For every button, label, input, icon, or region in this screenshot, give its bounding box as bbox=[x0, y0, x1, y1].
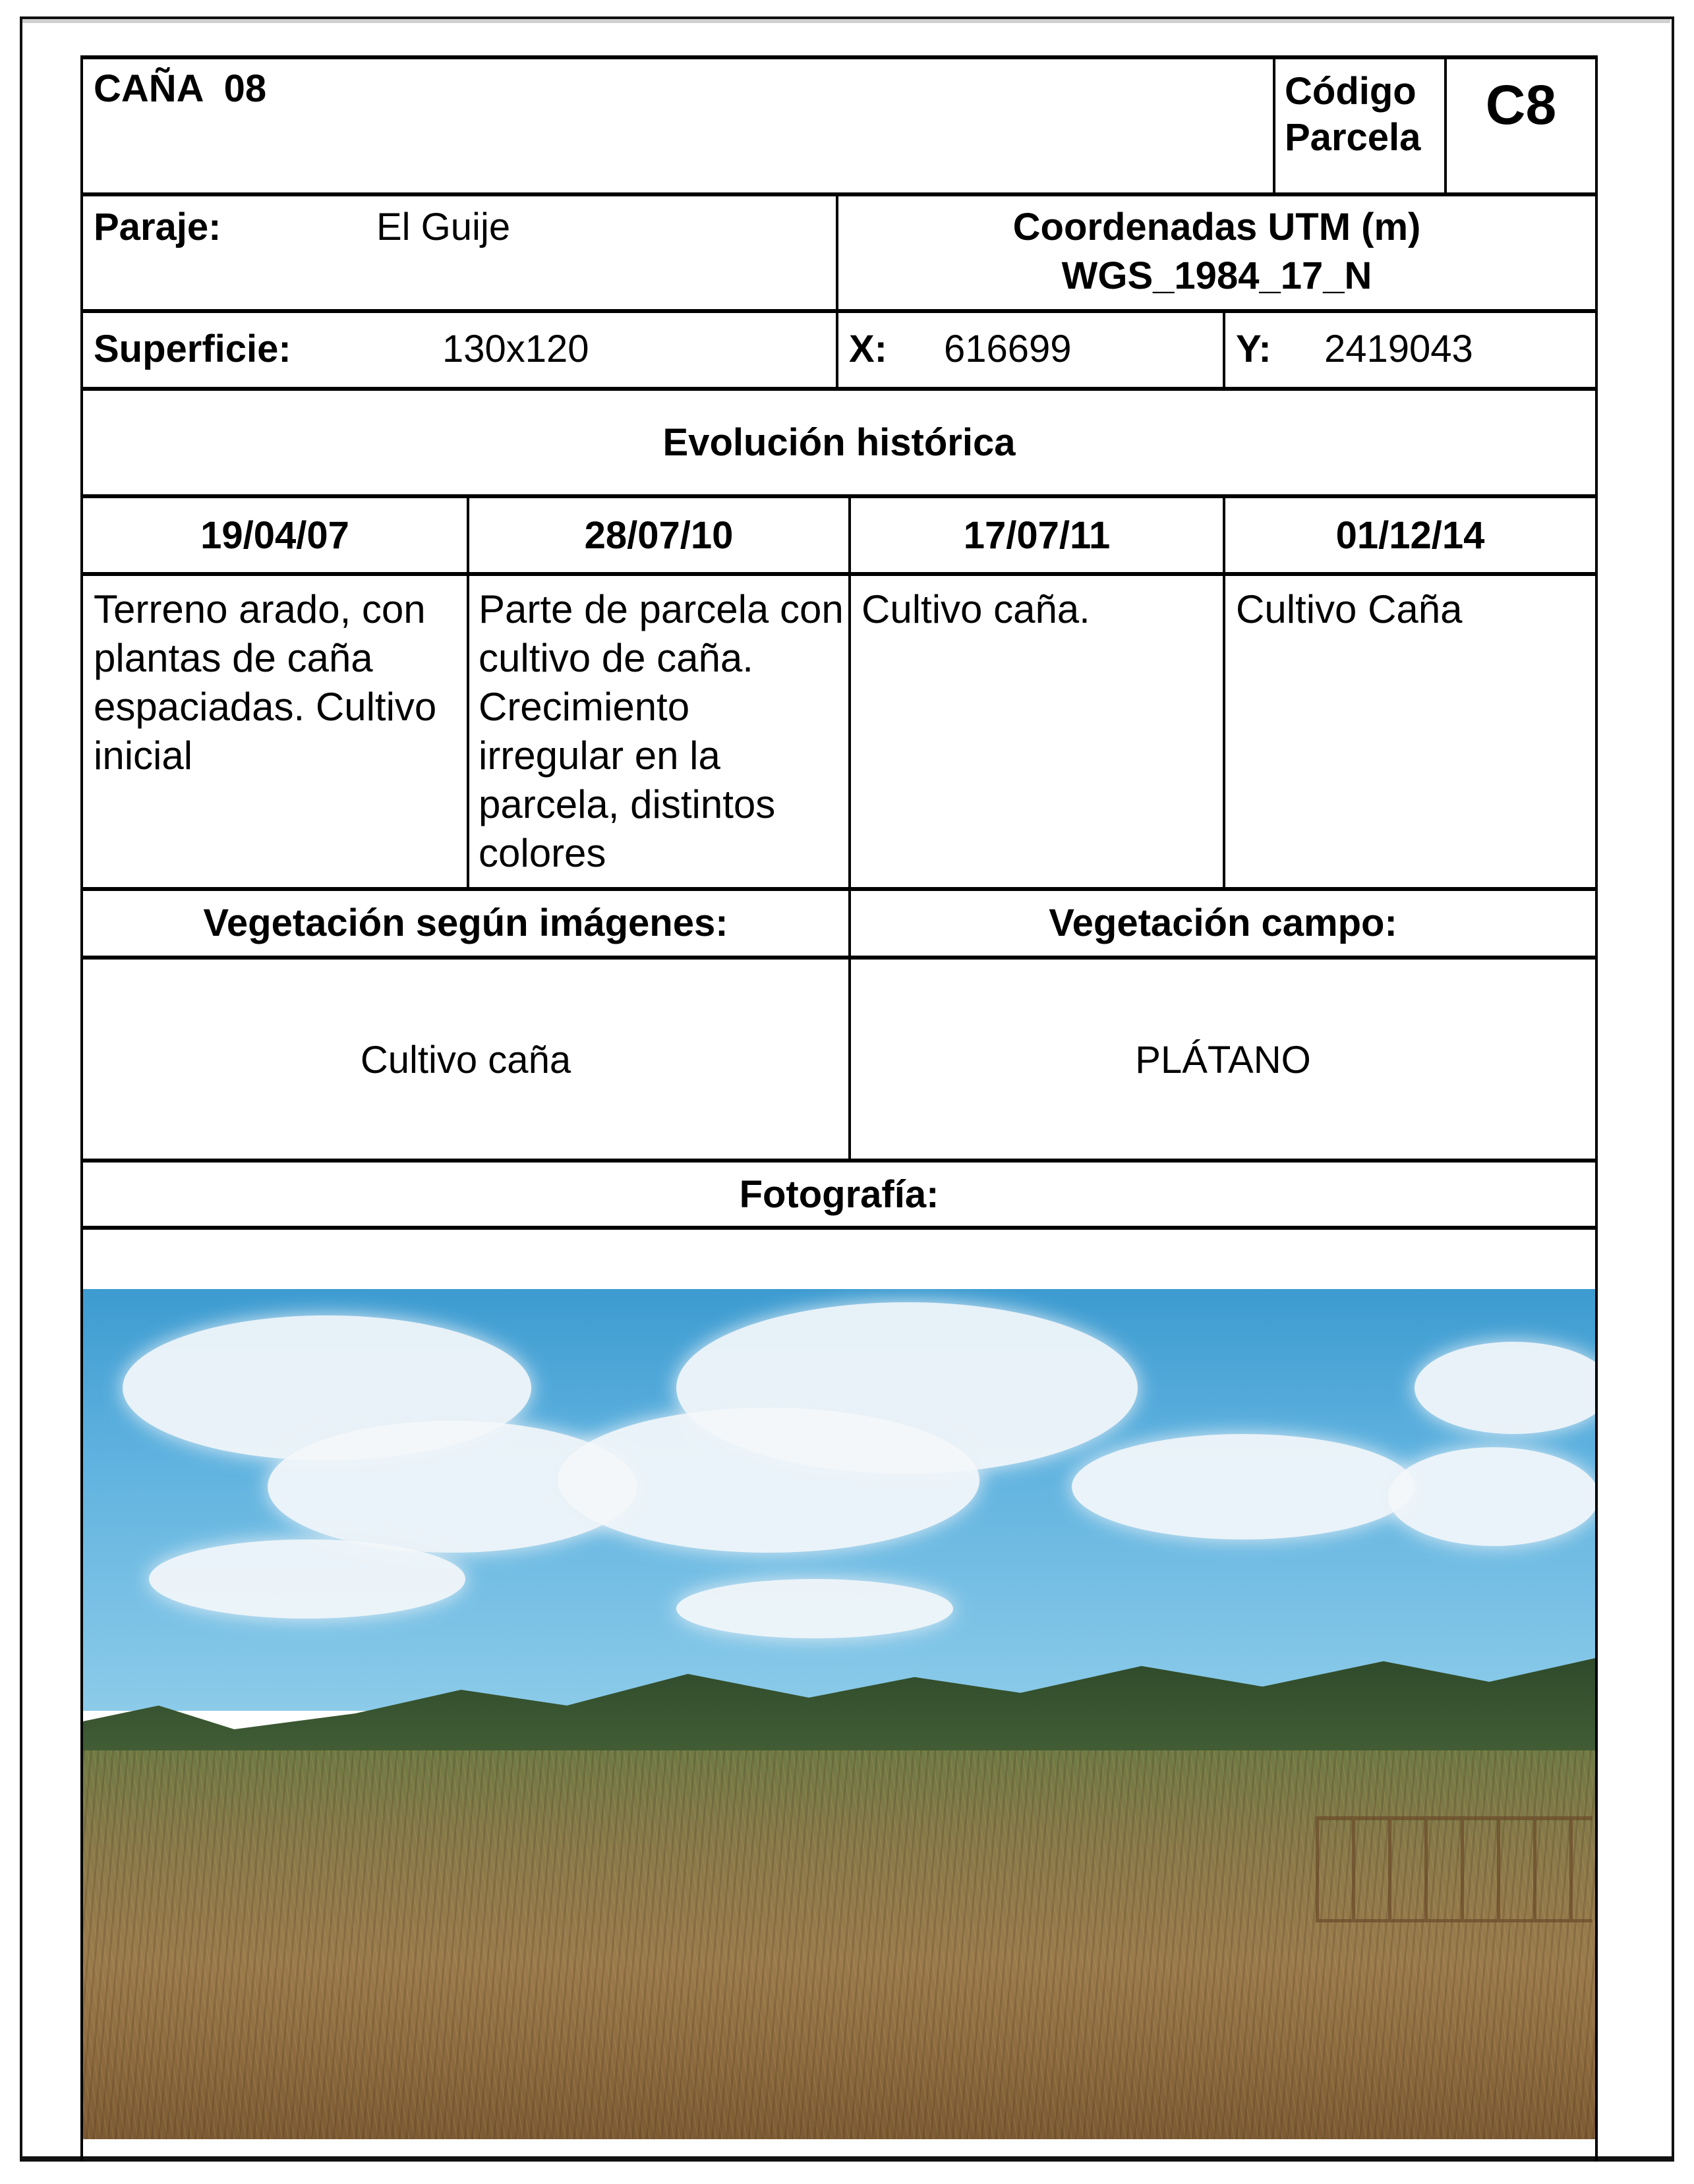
coords-title-line2: WGS_1984_17_N bbox=[1061, 254, 1372, 297]
coords-title-cell bbox=[838, 196, 1595, 313]
cloud bbox=[1072, 1434, 1415, 1539]
x-coord-cell bbox=[838, 313, 1225, 391]
paraje-label: Paraje: bbox=[94, 206, 221, 248]
y-label: Y: bbox=[1236, 328, 1271, 370]
vegetation-images-value-cell bbox=[83, 960, 851, 1163]
description-cell-4 bbox=[1225, 576, 1595, 891]
date-cell-3 bbox=[851, 498, 1225, 576]
evolution-date: 01/12/14 bbox=[1335, 514, 1485, 557]
evolution-title-cell bbox=[83, 391, 1595, 498]
superficie-label: Superficie: bbox=[94, 328, 291, 370]
code-label-line2: Parcela bbox=[1285, 116, 1421, 159]
date-cell-4 bbox=[1225, 498, 1595, 576]
superficie-value: 130x120 bbox=[442, 328, 589, 370]
code-label-cell bbox=[1275, 59, 1447, 196]
evolution-description: Cultivo Caña bbox=[1236, 587, 1463, 631]
wooden-fence bbox=[1316, 1816, 1592, 1922]
cloud bbox=[676, 1579, 953, 1638]
photo-label-cell bbox=[83, 1163, 1595, 1230]
vegetation-images-label-cell bbox=[83, 891, 851, 960]
x-value: 616699 bbox=[944, 328, 1072, 370]
frame-shadow bbox=[22, 19, 1670, 23]
paraje-value: El Guije bbox=[376, 206, 511, 248]
description-cell-2 bbox=[469, 576, 851, 891]
vegetation-field-label: Vegetación campo: bbox=[1049, 902, 1397, 944]
evolution-description: Terreno arado, con plantas de caña espaciadas. Cultivo inicial bbox=[94, 587, 437, 778]
y-value: 2419043 bbox=[1324, 328, 1473, 370]
code-label-line1: Código bbox=[1285, 70, 1417, 113]
cloud bbox=[149, 1539, 465, 1619]
cloud bbox=[1388, 1447, 1595, 1546]
y-coord-cell bbox=[1225, 313, 1595, 391]
evolution-date: 17/07/11 bbox=[963, 514, 1111, 557]
field-photo bbox=[83, 1289, 1595, 2139]
paraje-cell bbox=[83, 196, 838, 313]
vegetation-field-value-cell bbox=[851, 960, 1595, 1163]
vegetation-field-value: PLÁTANO bbox=[1135, 1039, 1311, 1081]
coords-title-line1: Coordenadas UTM (m) bbox=[1012, 206, 1421, 248]
evolution-date: 28/07/10 bbox=[584, 514, 734, 557]
vegetation-field-label-cell bbox=[851, 891, 1595, 960]
parcel-title: CAÑA 08 bbox=[94, 67, 267, 110]
parcel-code: C8 bbox=[1485, 74, 1557, 136]
parcel-record-sheet bbox=[80, 55, 1598, 2162]
vegetation-images-label: Vegetación según imágenes: bbox=[203, 902, 728, 944]
grass-texture bbox=[83, 1750, 1595, 2139]
date-cell-2 bbox=[469, 498, 851, 576]
date-cell-1 bbox=[83, 498, 469, 576]
code-value-cell bbox=[1447, 59, 1595, 196]
vegetation-images-value: Cultivo caña bbox=[360, 1039, 571, 1081]
photo-label: Fotografía: bbox=[739, 1173, 939, 1216]
evolution-description: Parte de parcela con cultivo de caña. Crecimiento irregular en la parcela, distintos colores bbox=[479, 587, 844, 875]
title-cell bbox=[83, 59, 1275, 196]
superficie-cell bbox=[83, 313, 838, 391]
description-cell-1 bbox=[83, 576, 469, 891]
cloud bbox=[558, 1408, 979, 1553]
evolution-date: 19/04/07 bbox=[200, 514, 349, 557]
x-label: X: bbox=[849, 328, 887, 370]
evolution-title: Evolución histórica bbox=[662, 421, 1016, 464]
evolution-description: Cultivo caña. bbox=[862, 587, 1090, 631]
description-cell-3 bbox=[851, 576, 1225, 891]
